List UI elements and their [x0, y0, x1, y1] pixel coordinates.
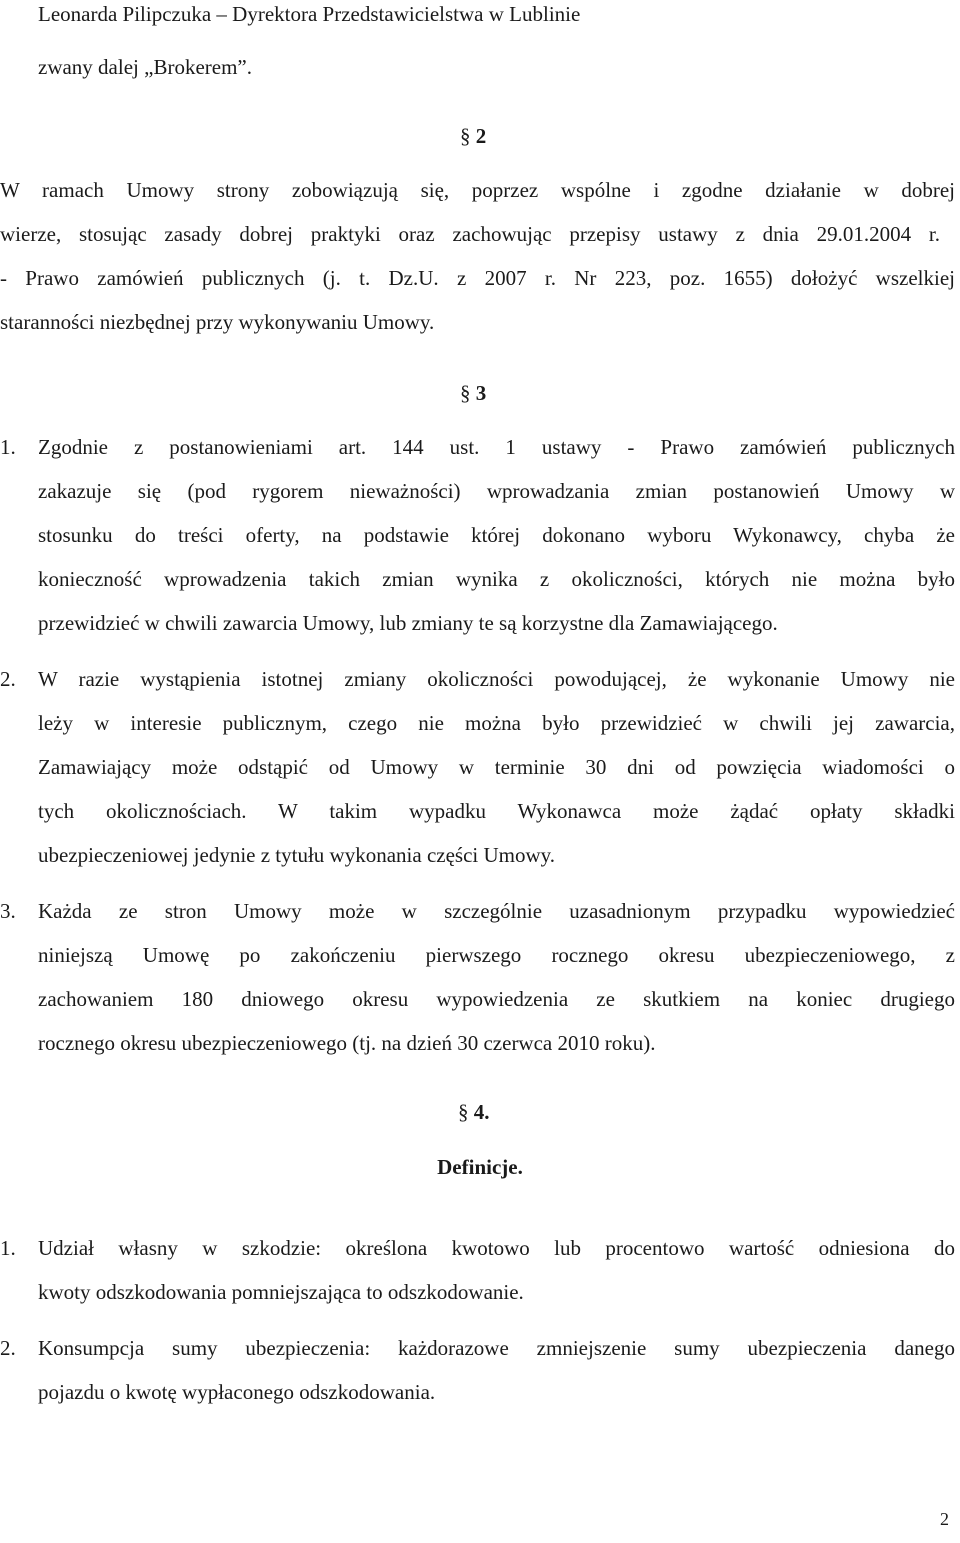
section-2-line: staranności niezbędnej przy wykonywaniu Umowy. [0, 310, 435, 334]
list-item-line: Zgodnie z postanowieniami art. 144 ust. 1 ustawy - Prawo zamówień publicznych [38, 435, 955, 459]
list-item-line: pojazdu o kwotę wypłaconego odszkodowania. [38, 1380, 436, 1404]
list-item-line: kwoty odszkodowania pomniejszająca to odszkodowanie. [38, 1280, 524, 1304]
list-item-line: rocznego okresu ubezpieczeniowego (tj. na dzień 30 czerwca 2010 roku). [38, 1031, 656, 1055]
list-item-line: konieczność wprowadzenia takich zmian wynika z okoliczności, których nie można było [38, 567, 955, 591]
section-2-line: W ramach Umowy strony zobowiązują się, poprzez wspólne i zgodne działanie w dobrej [0, 178, 955, 202]
intro-line-1: Leonarda Pilipczuka – Dyrektora Przedstawicielstwa w Lublinie [38, 2, 581, 26]
list-item-line: niniejszą Umowę po zakończeniu pierwszego rocznego okresu ubezpieczeniowego, z [38, 943, 955, 967]
intro-line-2: zwany dalej „Brokerem”. [38, 55, 252, 79]
section-sign-icon: § [458, 1100, 469, 1124]
list-item-number: 2. [0, 1336, 16, 1360]
section-sign-icon: § [460, 381, 471, 405]
section-4-number: 4. [473, 1100, 490, 1124]
section-3-heading [460, 383, 500, 404]
section-4-heading [458, 1102, 518, 1123]
section-4-title: Definicje. [437, 1155, 523, 1179]
list-item-line: Zamawiający może odstąpić od Umowy w terminie 30 dni od powzięcia wiadomości o [38, 755, 955, 779]
section-2-line: wierze, stosując zasady dobrej praktyki oraz zachowując przepisy ustawy z dnia 29.01.2004 r. [0, 222, 940, 246]
section-2-line: - Prawo zamówień publicznych (j. t. Dz.U. z 2007 r. Nr 223, poz. 1655) dołożyć wszelkiej [0, 266, 955, 290]
list-item-line: W razie wystąpienia istotnej zmiany okoliczności powodującej, że wykonanie Umowy nie [38, 667, 955, 691]
list-item-line: leży w interesie publicznym, czego nie można było przewidzieć w chwili jej zawarcia, [38, 711, 955, 735]
list-item-line: stosunku do treści oferty, na podstawie której dokonano wyboru Wykonawcy, chyba że [38, 523, 955, 547]
list-item-number: 1. [0, 435, 16, 459]
list-item-line: przewidzieć w chwili zawarcia Umowy, lub zmiany te są korzystne dla Zamawiającego. [38, 611, 778, 635]
page-number: 2 [940, 1509, 949, 1529]
list-item-line: ubezpieczeniowej jedynie z tytułu wykonania części Umowy. [38, 843, 556, 867]
list-item-line: Udział własny w szkodzie: określona kwotowo lub procentowo wartość odniesiona do [38, 1236, 955, 1260]
section-2-number: 2 [475, 124, 487, 148]
section-sign-icon: § [460, 124, 471, 148]
list-item-number: 3. [0, 899, 16, 923]
list-item-line: Każda ze stron Umowy może w szczególnie uzasadnionym przypadku wypowiedzieć [38, 899, 955, 923]
section-3-number: 3 [475, 381, 487, 405]
list-item-number: 1. [0, 1236, 16, 1260]
list-item-line: tych okolicznościach. W takim wypadku Wykonawca może żądać opłaty składki [38, 799, 955, 823]
list-item-line: zachowaniem 180 dniowego okresu wypowiedzenia ze skutkiem na koniec drugiego [38, 987, 955, 1011]
section-2-heading [460, 126, 500, 147]
list-item-number: 2. [0, 667, 16, 691]
list-item-line: Konsumpcja sumy ubezpieczenia: każdorazowe zmniejszenie sumy ubezpieczenia danego [38, 1336, 955, 1360]
list-item-line: zakazuje się (pod rygorem nieważności) wprowadzania zmian postanowień Umowy w [38, 479, 955, 503]
